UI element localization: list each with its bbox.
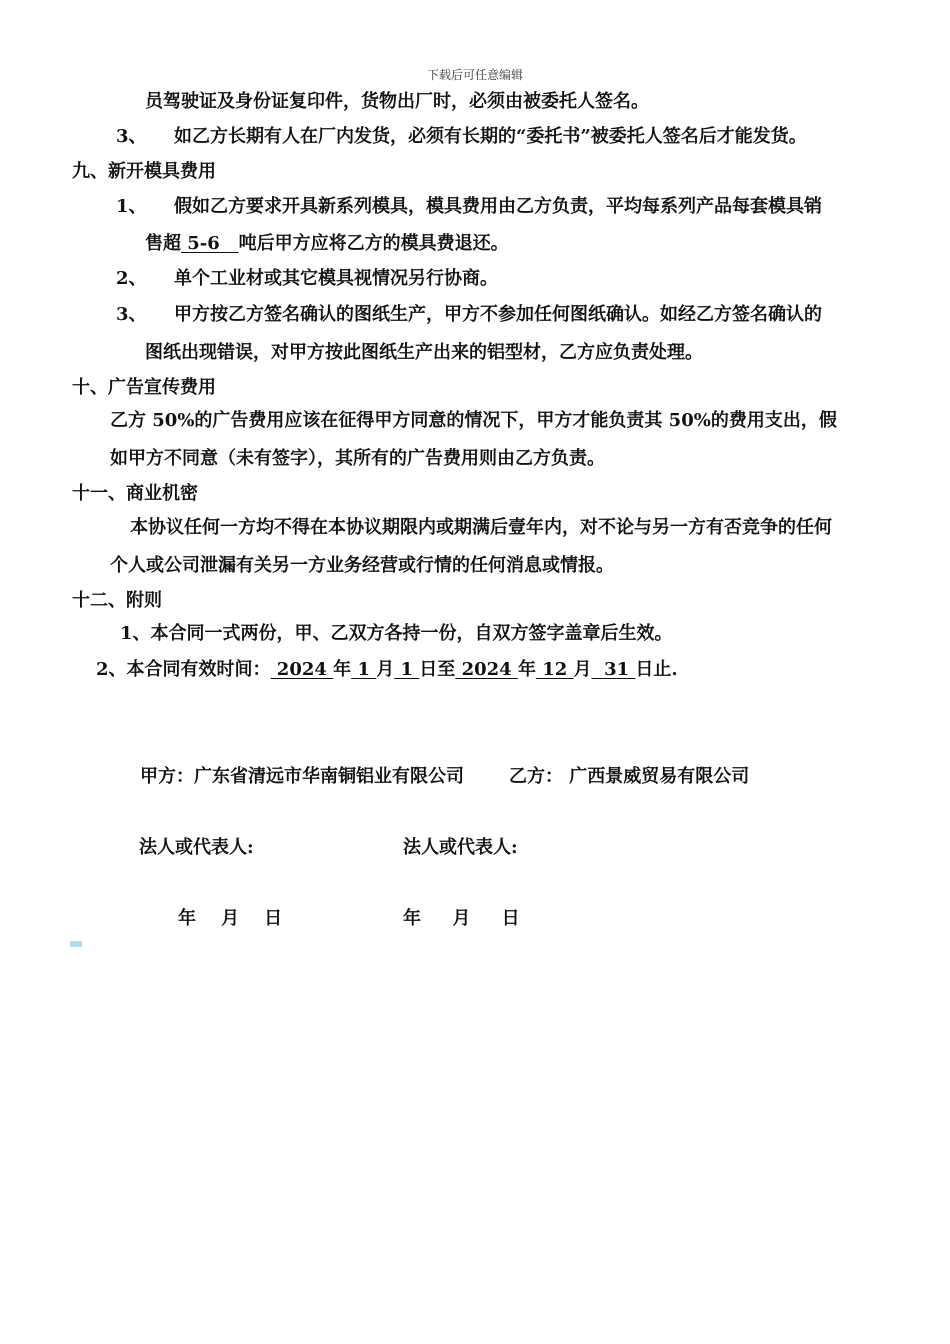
s9-item-1-pre: 售超 — [145, 233, 181, 254]
start-day: 1 — [394, 659, 420, 680]
label-month-1: 月 — [376, 659, 395, 680]
highlight-marker — [70, 941, 82, 947]
s9-item-3-num: 3、 — [116, 304, 147, 325]
s8-item-3-num: 3、 — [116, 126, 147, 147]
s12-item-1: 1、本合同一式两份，甲、乙双方各持一份，自双方签字盖章后生效。 — [120, 623, 673, 644]
start-month: 1 — [351, 659, 377, 680]
end-day: 31 — [591, 659, 636, 680]
s9-item-2-text: 单个工业材或其它模具视情况另行协商。 — [174, 268, 498, 289]
s11-line-2: 个人或公司泄漏有关另一方业务经营或行情的任何消息或情报。 — [110, 555, 614, 576]
s9-item-1-post: 吨后甲方应将乙方的模具费退还。 — [238, 233, 509, 254]
s9-item-1 — [116, 195, 822, 219]
party-b: 乙方： 广西景威贸易有限公司 — [509, 766, 750, 787]
party-a: 甲方：广东省清远市华南铜铝业有限公司 — [140, 766, 464, 787]
s9-item-1-line-2 — [145, 232, 509, 256]
s9-title: 九、新开模具费用 — [72, 161, 216, 182]
label-month-2: 月 — [573, 659, 592, 680]
s9-item-2 — [116, 267, 498, 291]
s11-title: 十一、商业机密 — [72, 483, 198, 504]
start-year: 2024 — [270, 659, 334, 680]
rep-b: 法人或代表人: — [403, 837, 518, 858]
date-b: 年 月 日 — [403, 908, 520, 929]
s8-continuation: 员驾驶证及身份证复印件，货物出厂时，必须由被委托人签名。 — [145, 91, 649, 112]
label-end: 日止. — [635, 659, 678, 680]
label-year-2: 年 — [517, 659, 536, 680]
s9-item-3-line-1: 甲方按乙方签名确认的图纸生产，甲方不参加任何图纸确认。如经乙方签名确认的 — [174, 304, 822, 325]
s12-item-2-pre: 2、本合同有效时间： — [96, 659, 271, 680]
rep-a: 法人或代表人: — [139, 837, 254, 858]
end-month: 12 — [535, 659, 574, 680]
s8-item-3-text: 如乙方长期有人在厂内发货，必须有长期的“委托书”被委托人签名后才能发货。 — [174, 126, 807, 147]
label-day-1: 日至 — [419, 659, 456, 680]
s10-line-1: 乙方 50%的广告费用应该在征得甲方同意的情况下，甲方才能负责其 50%的费用支出，假 — [110, 410, 837, 431]
header-note: 下载后可任意编辑 — [426, 68, 523, 82]
s10-line-2: 如甲方不同意（未有签字），其所有的广告费用则由乙方负责。 — [110, 448, 605, 469]
label-year-1: 年 — [333, 659, 352, 680]
s12-item-2 — [96, 658, 678, 682]
s9-item-1-num: 1、 — [116, 196, 147, 217]
s9-item-3-line-2: 图纸出现错误，对甲方按此图纸生产出来的铝型材，乙方应负责处理。 — [145, 342, 703, 363]
end-year: 2024 — [455, 659, 518, 680]
s9-item-1-line-1: 假如乙方要求开具新系列模具，模具费用由乙方负责，平均每系列产品每套模具销 — [174, 196, 822, 217]
date-a: 年 月 日 — [178, 908, 283, 929]
s12-title: 十二、附则 — [72, 590, 162, 611]
s11-line-1: 本协议任何一方均不得在本协议期限内或期满后壹年内，对不论与另一方有否竞争的任何 — [130, 517, 832, 538]
s8-item-3 — [116, 125, 807, 149]
s9-item-2-num: 2、 — [116, 268, 147, 289]
s10-title: 十、广告宣传费用 — [72, 377, 216, 398]
s9-item-3 — [116, 303, 822, 327]
s9-item-1-tonnage: 5-6 — [181, 233, 239, 254]
